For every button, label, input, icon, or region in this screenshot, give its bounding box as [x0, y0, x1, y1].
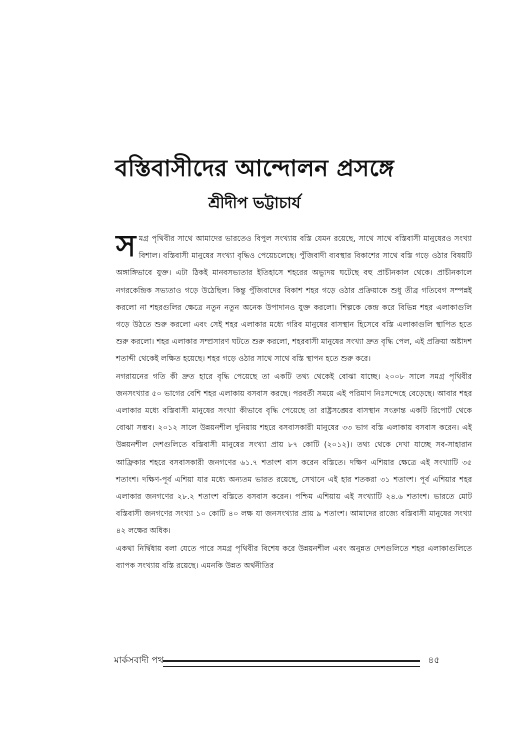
article-title: বস্তিবাসীদের আন্দোলন প্রসঙ্গে: [114, 156, 395, 182]
article-body: [116, 230, 472, 574]
paragraph-3: [116, 540, 472, 574]
paragraph-2: [116, 368, 472, 540]
journal-name: মার্কসবাদী পথ: [114, 656, 164, 666]
paragraph-2-text: নগরায়নের গতি কী দ্রুত হারে বৃদ্ধি পেয়েছে তা একটি তথ্য থেকেই বোঝা যাচ্ছে। ২০০৮ সালে সমগ্র পৃথিবীর জনসংখ্যার ৫০ ভাগের বেশি শহর এলাকায় বসবাস করছে। পরবর্তী সময়ে এই পরিমাণ নিঃসন্দেহে বেড়েছে। আবার শহর এলাকার মধ্যে বস্তিবাসী মানুষের সংখ্যা কীভাবে বৃদ্ধি পেয়েছে তা রাষ্ট্রসঙ্ঘের বাসস্থান সংক্রান্ত একটি রিপোর্ট থেকে বোঝা সম্ভব। ২০১২ সালে উন্নয়নশীল দুনিয়ায় শহরে বসবাসকারী মানুষের ৩৩ ভাগ বস্তি এলাকায় বসবাস করেন। এই উন্নয়নশীল দেশগুলিতে বস্তিবাসী মানুষের সংখ্যা প্রায় ৮৭ কোটি (২০১২)। তথ্য থেকে দেখা যাচ্ছে সব-সাহারান আফ্রিকার শহরে বসবাসকারী জনগণের ৬১.৭ শতাংশ বাস করেন বস্তিতে। দক্ষিণ এশিয়ার ক্ষেত্রে এই সংখ্যাটি ৩৫ শতাংশ। দক্ষিণ-পূর্ব এশিয়া যার মধ্যে অন্যতম ভারত রয়েছে, সেখানে এই হার শতকরা ৩১ শতাংশ। পূর্ব এশিয়ার শহর এলাকার জনগণের ২৮.২ শতাংশ বস্তিতে বসবাস করেন। পশ্চিম এশিয়ায় এই সংখ্যাটি ২৪.৬ শতাংশ। ভারতে মোট বস্তিবাসী জনগণের সংখ্যা ১০ কোটি ৪০ লক্ষ যা জনসংখ্যার প্রায় ৯ শতাংশ। আমাদের রাজ্যে বস্তিবাসী মানুষের সংখ্যা ৪২ লক্ষের অধিক।: [116, 371, 472, 536]
drop-cap: স: [116, 229, 136, 264]
article-author: শ্রীদীপ ভট্টাচার্য: [208, 194, 301, 212]
paragraph-3-text: একথা নির্দ্বিধায় বলা যেতে পারে সমগ্র পৃথিবীর বিশেষ করে উন্নয়নশীল এবং অনুন্নত দেশগুলিতে শহর এলাকাগুলিতে ব্যাপক সংখ্যায় বস্তি রয়েছে। এমনকি উন্নত অর্থনীতির: [116, 543, 472, 570]
paragraph-1: [116, 230, 472, 368]
footer-divider: [163, 660, 420, 667]
paragraph-1-text: মগ্র পৃথিবীর সাথে আমাদের ভারতেও বিপুল সংখ্যায় বস্তি যেমন রয়েছে, সাথে সাথে বস্তিবাসী মানুষেরও সংখ্যা বিশাল। বস্তিবাসী মানুষের সংখ্যা বৃদ্ধিও পেয়েচলেছে। পুঁজিবাদী ব্যবস্থার বিকাশের সাথে বস্তি গড়ে ওঠার বিষয়টি অঙ্গাঙ্গিভাবে যুক্ত। এটা ঠিকই মানবসভ্যতার ইতিহাসে শহরের অভ্যুদয় ঘটেছে বহু প্রাচীনকাল থেকে। প্রাচীনকালে নগরকেন্দ্রিক সভ্যতাও গড়ে উঠেছিল। কিন্তু পুঁজিবাদের বিকাশ শহর গড়ে ওঠার প্রক্রিয়াকে শুধু তীব্র গতিবেগ সম্পন্নই করলো না শহরগুলির ক্ষেত্রে নতুন নতুন অনেক উপাদানও যুক্ত করলো। শিল্পকে কেন্দ্র করে বিভিন্ন শহর এলাকাগুলি গড়ে উঠতে শুরু করলো এবং সেই শহর এলাকার মধ্যে গরিব মানুষের বাসস্থান হিসেবে বস্তি এলাকাগুলি স্থাপিত হতে শুরু করলো। শহর এলাকার সম্প্রসারণ ঘটতে শুরু করলো, শহরবাসী মানুষের সংখ্যা দ্রুত বৃদ্ধি পেল, এই প্রক্রিয়া অষ্টাদশ শতাব্দী থেকেই লক্ষিত হয়েছে। শহর গড়ে ওঠার সাথে সাথে বস্তি স্থাপন হতে শুরু করে।: [116, 234, 472, 364]
page-number: ৪৫: [428, 656, 440, 666]
